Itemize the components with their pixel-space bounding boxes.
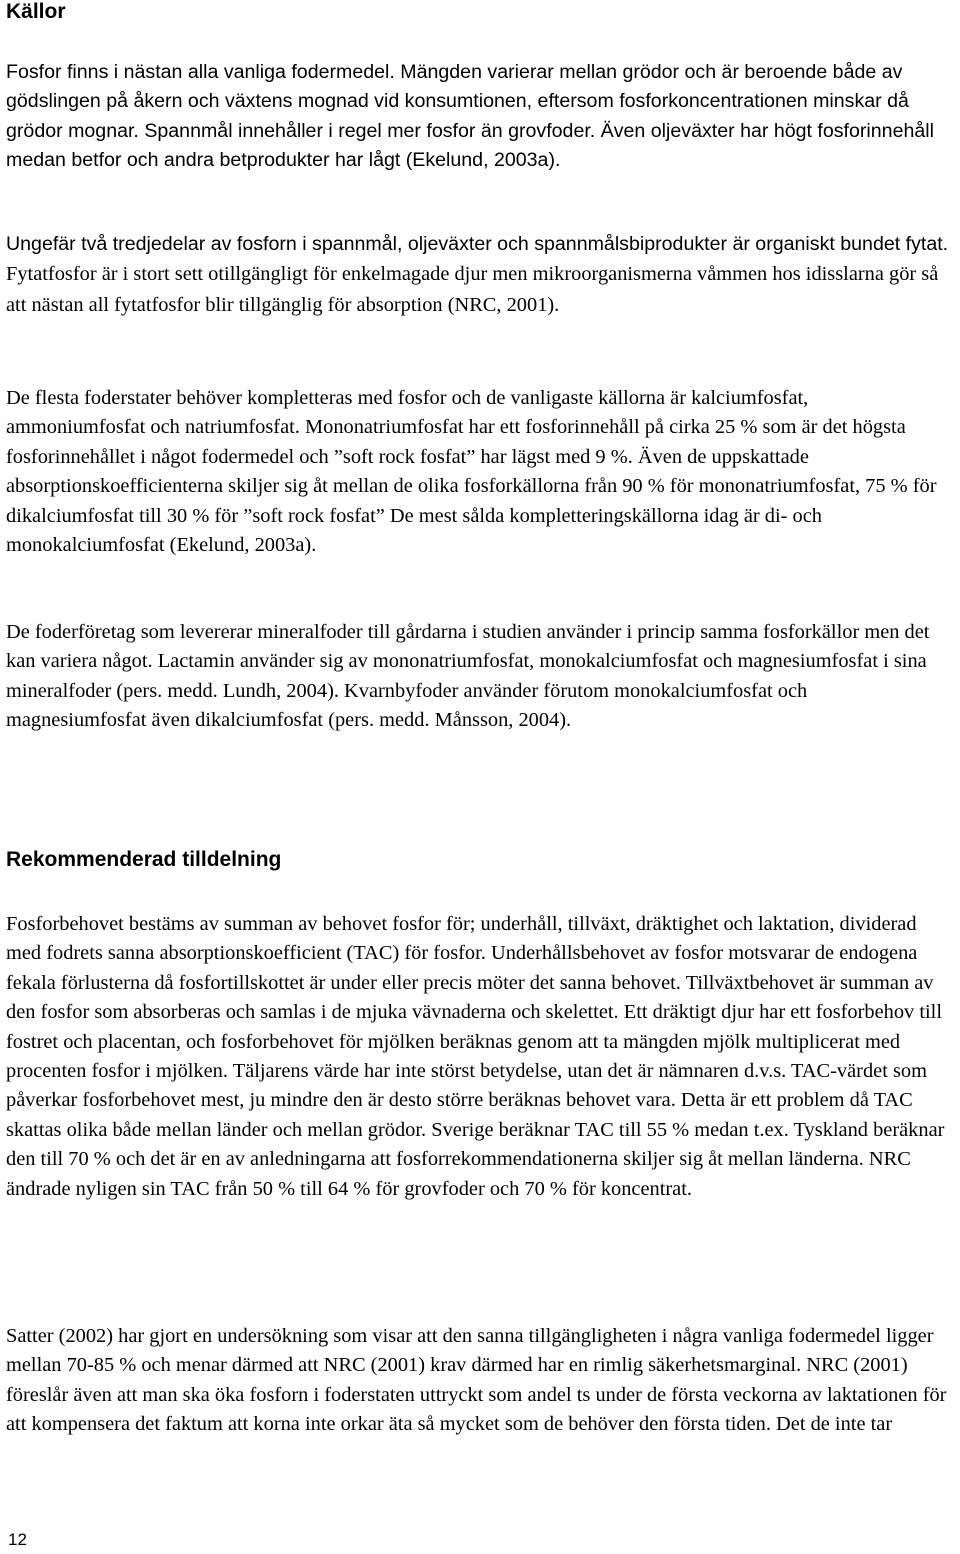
paragraph-phosphorus-content: Fosfor finns i nästan alla vanliga fodermedel. Mängden varierar mellan grödor och är beroende både av gödslingen på åkern och växtens mognad vid konsumtionen, eftersom fosforkoncentrationen minskar då grödor mognar. Spannmål innehåller i regel mer fosfor än grovfoder. Även oljeväxter har högt fosforinnehåll medan betfor och andra betprodukter har lågt (Ekelund, 2003a). — [6, 61, 934, 172]
section-heading-sources: Källor — [6, 0, 66, 23]
paragraph-phosphorus-sources: De flesta foderstater behöver kompletteras med fosfor och de vanligaste källorna är kalciumfosfat, ammoniumfosfat och natriumfosfat. Mononatriumfosfat har ett fosforinnehåll på cirka 25 % som är det högsta fosforinnehållet i något fodermedel och ”soft rock fosfat” har lägst med 9 %. Även de uppskattade absorptionskoefficienterna skiljer sig åt mellan de olika fosforkällorna från 90 % för mononatriumfosfat, 75 % för dikalciumfosfat till 30 % för ”soft rock fosfat” De mest sålda kompletteringskällorna idag är di- och monokalciumfosfat (Ekelund, 2003a). — [6, 387, 937, 557]
page-number: 12 — [8, 1530, 27, 1549]
paragraph-satter-study: Satter (2002) har gjort en undersökning som visar att den sanna tillgängligheten i några vanliga fodermedel ligger mellan 70-85 % och menar därmed att NRC (2001) krav därmed har en rimlig säkerhetsmarginal. NRC (2001) föreslår även att man ska öka fosforn i foderstaten uttryckt som andel ts under de första veckorna av laktationen för att kompensera det faktum att korna inte orkar äta så mycket som de behöver den första tiden. Det de inte tar — [6, 1325, 947, 1436]
paragraph-phytate — [6, 230, 952, 321]
paragraph-phosphorus-requirement: Fosforbehovet bestäms av summan av behovet fosfor för; underhåll, tillväxt, dräktighet och laktation, dividerad med fodrets sanna absorptionskoefficient (TAC) för fosfor. Underhållsbehovet av fosfor motsvarar de endogena fekala förlusterna då fosfortillskottet är under eller precis möter det sanna behovet. Tillväxtbehovet är summan av den fosfor som absorberas och samlas i de mjuka vävnaderna och skelettet. Ett dräktigt djur har ett fosforbehov till fostret och placentan, och fosforbehovet för mjölken beräknas genom att ta mängden mjölk multiplicerat med procenten fosfor i mjölken. Täljarens värde har inte störst betydelse, utan det är nämnaren d.v.s. TAC-värdet som påverkar fosforbehovet mest, ju mindre den är desto större beräknas behovet vara. Detta är ett problem då TAC skattas olika både mellan länder och mellan grödor. Sverige beräknar TAC till 55 % medan t.ex. Tyskland beräknar den till 70 % och det är en av anledningarna att fosforrekommendationerna skiljer sig åt mellan länderna. NRC ändrade nyligen sin TAC från 50 % till 64 % för grovfoder och 70 % för koncentrat. — [6, 913, 945, 1200]
paragraph-phytate-serif: Fytatfosfor är i stort sett otillgängligt för enkelmagade djur men mikroorganismerna våmmen hos idisslarna gör så att nästan all fytatfosfor blir tillgänglig för absorption (NRC, 2001). — [6, 263, 939, 316]
paragraph-phytate-sans: Ungefär två tredjedelar av fosforn i spannmål, oljeväxter och spannmålsbiprodukter är organiskt bundet fytat. — [6, 233, 949, 255]
paragraph-feed-companies: De foderföretag som levererar mineralfoder till gårdarna i studien använder i princip samma fosforkällor men det kan variera något. Lactamin använder sig av mononatriumfosfat, monokalciumfosfat och magnesiumfosfat i sina mineralfoder (pers. medd. Lundh, 2004). Kvarnbyfoder använder förutom monokalciumfosfat och magnesiumfosfat även dikalciumfosfat (pers. medd. Månsson, 2004). — [6, 621, 930, 732]
section-heading-recommended: Rekommenderad tilldelning — [6, 848, 282, 871]
